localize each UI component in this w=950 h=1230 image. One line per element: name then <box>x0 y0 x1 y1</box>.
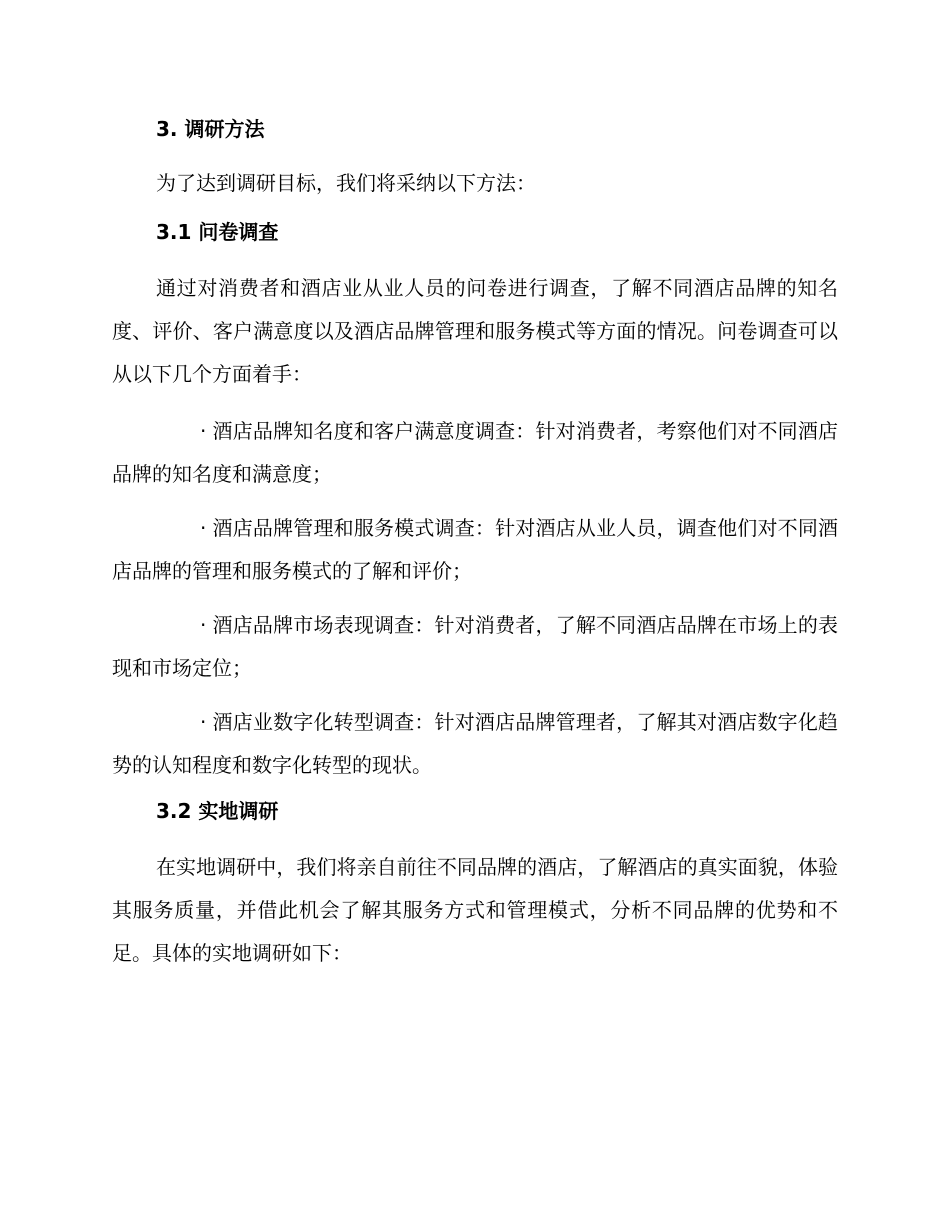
list-item-text: 酒店品牌管理和服务模式调查：针对酒店从业人员，调查他们对不同酒店品牌的管理和服务模式的了解和评价； <box>112 516 838 583</box>
subsection-title-field-research: 3.2 实地调研 <box>156 799 279 823</box>
list-item <box>112 410 838 496</box>
bullet-icon: · <box>200 710 207 734</box>
list-item-text: 酒店业数字化转型调查：针对酒店品牌管理者，了解其对酒店数字化趋势的认知程度和数字化转型的现状。 <box>112 710 838 777</box>
field-research-paragraph: 在实地调研中，我们将亲自前往不同品牌的酒店，了解酒店的真实面貌，体验其服务质量，并借此机会了解其服务方式和管理模式，分析不同品牌的优势和不足。具体的实地调研如下： <box>112 855 838 965</box>
section-title: 3. 调研方法 <box>156 117 265 141</box>
bullet-icon: · <box>200 516 207 540</box>
list-item-text: 酒店品牌市场表现调查：针对消费者，了解不同酒店品牌在市场上的表现和市场定位； <box>112 613 838 680</box>
intro-paragraph: 为了达到调研目标，我们将采纳以下方法： <box>156 171 536 195</box>
list-item <box>112 507 838 593</box>
list-item-text: 酒店品牌知名度和客户满意度调查：针对消费者，考察他们对不同酒店品牌的知名度和满意度； <box>112 419 838 486</box>
list-item <box>112 701 838 787</box>
list-item <box>112 604 838 690</box>
questionnaire-paragraph: 通过对消费者和酒店业从业人员的问卷进行调查，了解不同酒店品牌的知名度、评价、客户满意度以及酒店品牌管理和服务模式等方面的情况。问卷调查可以从以下几个方面着手： <box>112 276 838 386</box>
bullet-icon: · <box>200 419 207 443</box>
subsection-title-questionnaire: 3.1 问卷调查 <box>156 220 279 244</box>
bullet-icon: · <box>200 613 207 637</box>
